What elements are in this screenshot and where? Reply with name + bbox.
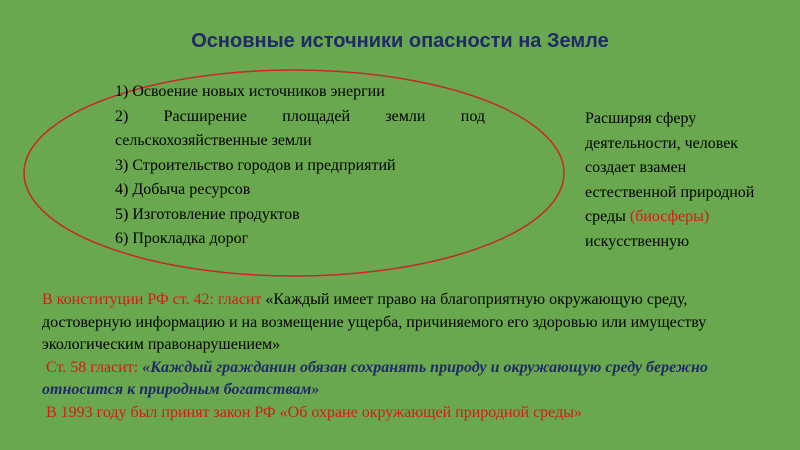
constitution-block <box>42 289 742 424</box>
article-58-text: «Каждый гражданин обязан сохранять природу и окружающую среду бережно относится к природным богатствам» <box>42 358 708 398</box>
article-42-text: «Каждый имеет право на благоприятную окружающую среду, достоверную информацию и на возмещение ущерба, причиняемого его здоровью или имуществу экологическим правонарушением» <box>42 291 707 353</box>
list-item: 6) Прокладка дорог <box>115 230 249 247</box>
list-item: 3) Строительство городов и предприятий <box>115 156 396 174</box>
slide-title: Основные источники опасности на Земле <box>191 30 609 52</box>
side-highlight: (биосферы) <box>629 208 710 225</box>
side-note <box>585 107 765 254</box>
list-item: 2) Расширение площадей земли под сельскохозяйственные земли <box>115 107 485 149</box>
list-item: 1) Освоение новых источников энергии <box>115 83 385 100</box>
danger-sources-list <box>115 80 485 252</box>
article-42-label: В конституции РФ ст. 42: гласит <box>42 291 266 308</box>
article-42 <box>42 289 742 357</box>
law-1993-text: В 1993 году был принят закон РФ «Об охране окружающей природной среды» <box>46 403 582 421</box>
article-58-label: Ст. 58 гласит: <box>46 358 143 376</box>
side-text-end: искусственную <box>585 232 690 250</box>
list-item: 5) Изготовление продуктов <box>115 205 300 223</box>
article-58 <box>42 357 742 402</box>
list-item: 4) Добыча ресурсов <box>115 181 251 198</box>
law-1993 <box>42 402 742 425</box>
side-text: Расширяя сферу деятельности, человек создает взамен естественной природной среды <box>585 110 755 225</box>
